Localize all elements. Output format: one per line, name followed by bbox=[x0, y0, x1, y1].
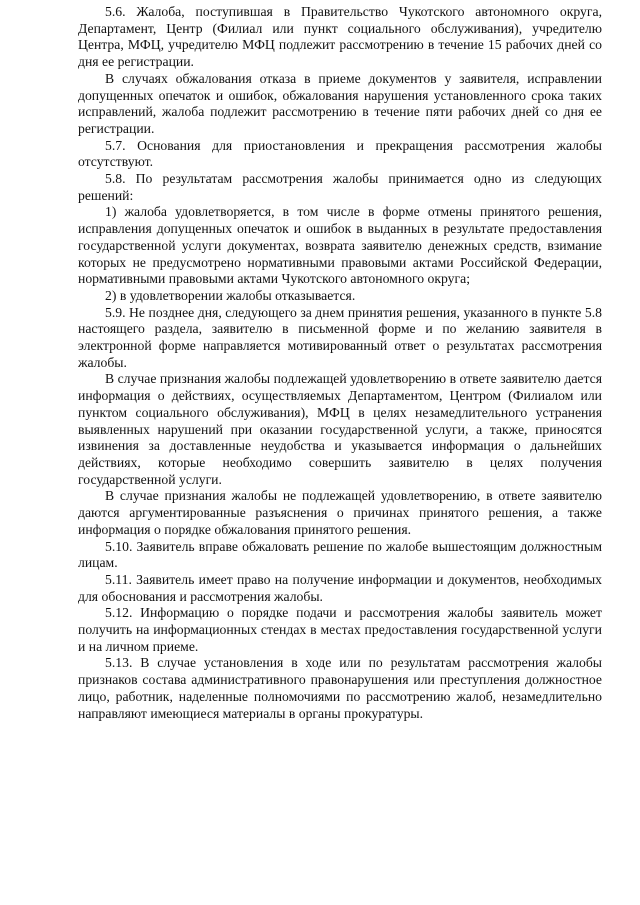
paragraph-5-12: 5.12. Информацию о порядке подачи и рассмотрения жалобы заявитель может получить на информационных стендах в местах предоставления государственной услуги и на личном приеме. bbox=[78, 605, 602, 654]
paragraph-5-8-item-1: 1) жалоба удовлетворяется, в том числе в форме отмены принятого решения, исправления допущенных опечаток и ошибок в выданных в результате предоставления государственной услуги документах, возврата заявителю денежных средств, взимание которых не предусмотрено нормативными правовыми актами Российской Федерации, нормативными правовыми актами Чукотского автономного округа; bbox=[78, 204, 602, 287]
paragraph-5-6: 5.6. Жалоба, поступившая в Правительство Чукотского автономного округа, Департамент, Центр (Филиал или пункт социального обслуживания), учредителю Центра, МФЦ, учредителю МФЦ подлежит рассмотрению в течение 15 рабочих дней со дня ее регистрации. bbox=[78, 4, 602, 70]
paragraph-5-7: 5.7. Основания для приостановления и прекращения рассмотрения жалобы отсутствуют. bbox=[78, 137, 602, 170]
paragraph-5-9-satisfied: В случае признания жалобы подлежащей удовлетворению в ответе заявителю дается информация о действиях, осуществляемых Департаментом, Центром (Филиалом или пунктом социального обслуживания), МФЦ в целях незамедлительного устранения выявленных нарушений при оказании государственной услуги, а также, приносятся извинения за доставленные неудобства и указывается информация о дальнейших действиях, которые необходимо совершить заявителю в целях получения государственной услуги. bbox=[78, 371, 602, 487]
paragraph-5-9-not-satisfied: В случае признания жалобы не подлежащей удовлетворению, в ответе заявителю даются аргументированные разъяснения о причинах принятого решения, а также информация о порядке обжалования принятого решения. bbox=[78, 488, 602, 537]
paragraph-5-11: 5.11. Заявитель имеет право на получение информации и документов, необходимых для обоснования и рассмотрения жалобы. bbox=[78, 571, 602, 604]
paragraph-5-13: 5.13. В случае установления в ходе или по результатам рассмотрения жалобы признаков состава административного правонарушения или преступления должностное лицо, работник, наделенные полномочиями по рассмотрению жалоб, незамедлительно направляют имеющиеся материалы в органы прокуратуры. bbox=[78, 655, 602, 721]
paragraph-5-8: 5.8. По результатам рассмотрения жалобы принимается одно из следующих решений: bbox=[78, 171, 602, 203]
paragraph-5-10: 5.10. Заявитель вправе обжаловать решение по жалобе вышестоящим должностным лицам. bbox=[78, 538, 602, 571]
paragraph-5-6-refusal: В случаях обжалования отказа в приеме документов у заявителя, исправлении допущенных опечаток и ошибок, обжалования нарушения установленного срока таких исправлений, жалоба подлежит рассмотрению в течение пяти рабочих дней со дня ее регистрации. bbox=[78, 70, 602, 136]
document-body bbox=[78, 4, 602, 722]
paragraph-5-8-item-2: 2) в удовлетворении жалобы отказывается. bbox=[105, 287, 356, 303]
paragraph-5-9: 5.9. Не позднее дня, следующего за днем принятия решения, указанного в пункте 5.8 настоящего раздела, заявителю в письменной форме и по желанию заявителя в электронной форме направляется мотивированный ответ о результатах рассмотрения жалобы. bbox=[78, 304, 602, 370]
